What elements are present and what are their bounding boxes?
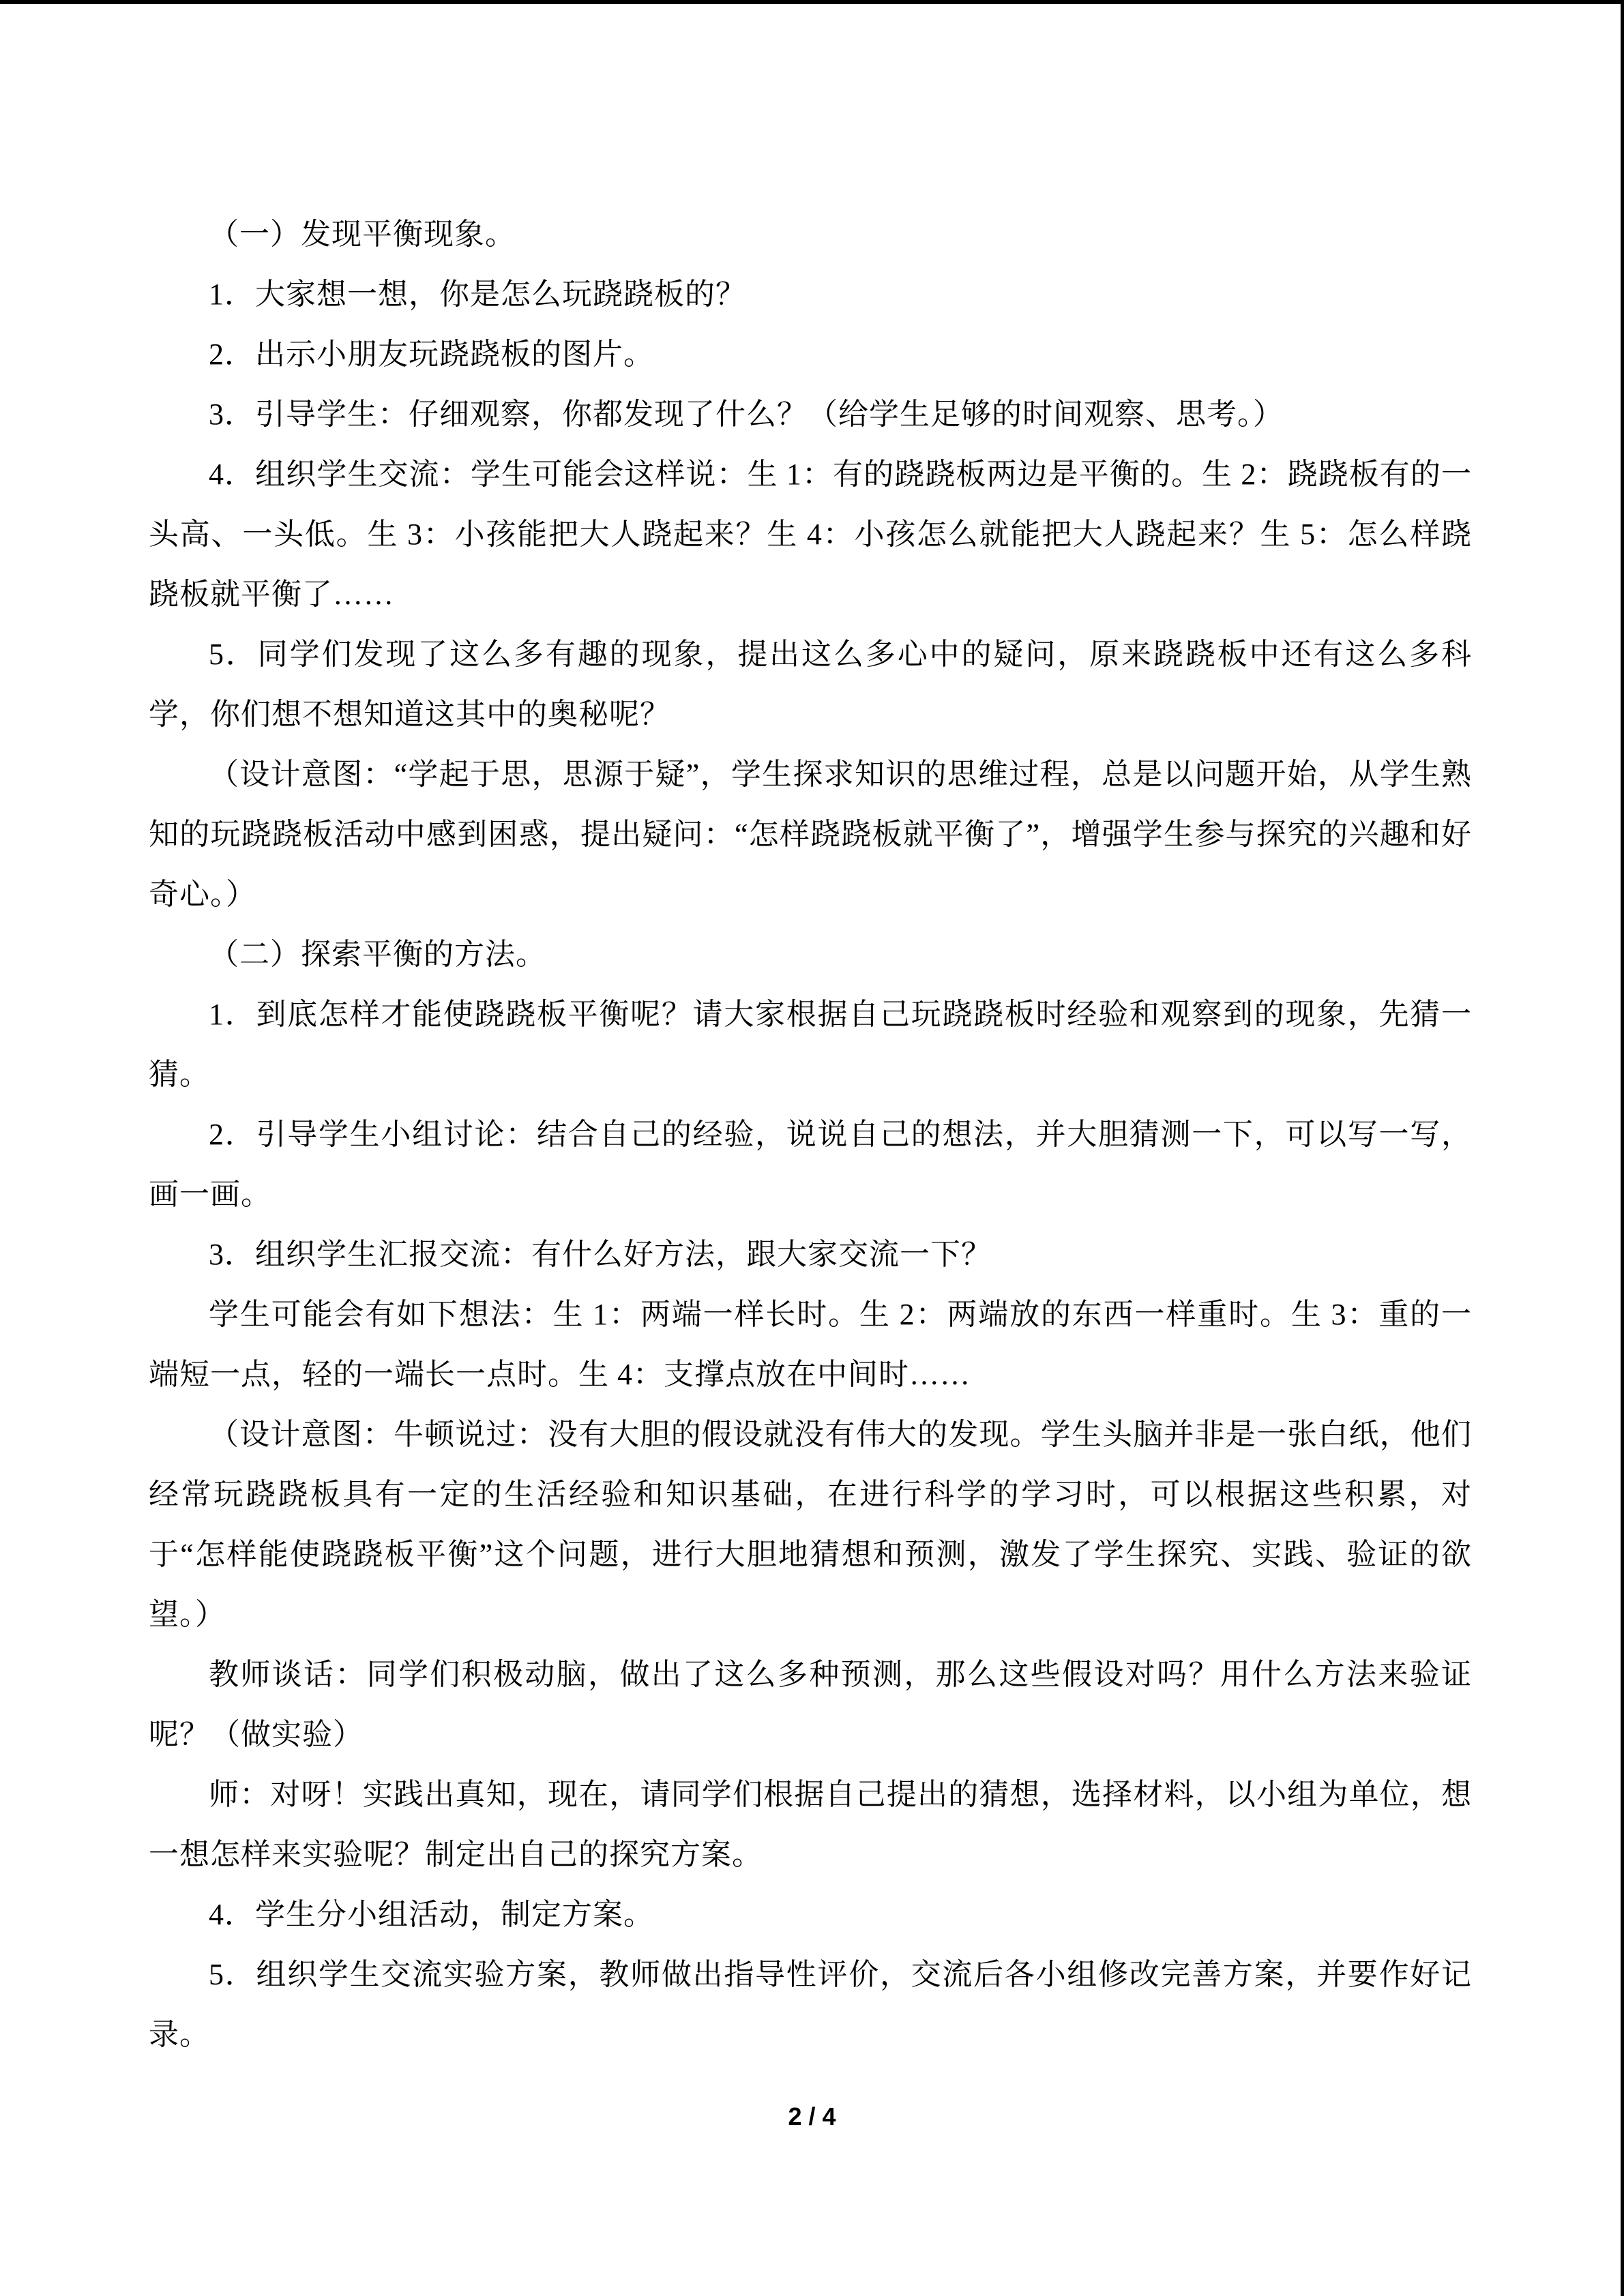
paragraph: （一）发现平衡现象。 bbox=[209, 218, 516, 251]
paragraph: （设计意图：“学起于思，思源于疑”，学生探求知识的思维过程，总是以问题开始，从学生熟知的玩跷跷板活动中感到困惑，提出疑问：“怎样跷跷板就平衡了”，增强学生参与探究的兴趣和好奇心。） bbox=[149, 758, 1472, 911]
paragraph: 5．同学们发现了这么多有趣的现象，提出这么多心中的疑问，原来跷跷板中还有这么多科学，你们想不想知道这其中的奥秘呢？ bbox=[149, 638, 1472, 731]
paragraph: 4．组织学生交流：学生可能会这样说：生 1：有的跷跷板两边是平衡的。生 2：跷跷板有的一头高、一头低。生 3：小孩能把大人跷起来？生 4：小孩怎么就能把大人跷起来？生 5：怎么样跷跷板就平衡了…… bbox=[149, 458, 1472, 611]
paragraph: 3．引导学生：仔细观察，你都发现了什么？（给学生足够的时间观察、思考。） bbox=[209, 398, 1284, 431]
page-number: 2 / 4 bbox=[788, 2102, 836, 2130]
paragraph: 学生可能会有如下想法：生 1：两端一样长时。生 2：两端放的东西一样重时。生 3：重的一端短一点，轻的一端长一点时。生 4：支撑点放在中间时…… bbox=[149, 1298, 1472, 1391]
paragraph: 教师谈话：同学们积极动脑，做出了这么多种预测，那么这些假设对吗？用什么方法来验证呢？（做实验） bbox=[149, 1658, 1472, 1751]
paragraph: （设计意图：牛顿说过：没有大胆的假设就没有伟大的发现。学生头脑并非是一张白纸，他们经常玩跷跷板具有一定的生活经验和知识基础，在进行科学的学习时，可以根据这些积累，对于“怎样能使跷跷板平衡”这个问题，进行大胆地猜想和预测，激发了学生探究、实践、验证的欲望。） bbox=[149, 1418, 1472, 1631]
paragraph: 5．组织学生交流实验方案，教师做出指导性评价，交流后各小组修改完善方案，并要作好记录。 bbox=[149, 1958, 1472, 2051]
top-border bbox=[0, 0, 1624, 4]
paragraph: （二）探索平衡的方法。 bbox=[209, 938, 546, 971]
document-body bbox=[149, 205, 1472, 2065]
paragraph: 1．大家想一想，你是怎么玩跷跷板的？ bbox=[209, 278, 746, 311]
right-border bbox=[1621, 0, 1624, 2296]
paragraph: 2．出示小朋友玩跷跷板的图片。 bbox=[209, 338, 654, 371]
paragraph: 师：对呀！实践出真知，现在，请同学们根据自己提出的猜想，选择材料，以小组为单位，想一想怎样来实验呢？制定出自己的探究方案。 bbox=[149, 1778, 1472, 1871]
paragraph: 2．引导学生小组讨论：结合自己的经验，说说自己的想法，并大胆猜测一下，可以写一写，画一画。 bbox=[149, 1118, 1472, 1211]
paragraph: 3．组织学生汇报交流：有什么好方法，跟大家交流一下？ bbox=[209, 1238, 992, 1271]
paragraph: 1．到底怎样才能使跷跷板平衡呢？请大家根据自己玩跷跷板时经验和观察到的现象，先猜一猜。 bbox=[149, 998, 1472, 1091]
paragraph: 4．学生分小组活动，制定方案。 bbox=[209, 1898, 654, 1931]
